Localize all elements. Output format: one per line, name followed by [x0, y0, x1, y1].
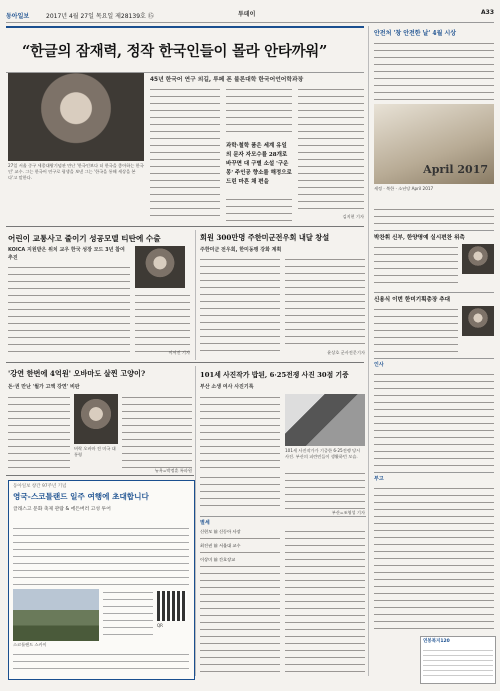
- top-story-body-col2b: [226, 196, 292, 221]
- mid-left-headline: 어린이 교통사고 줄이기 성공모델 티탄에 수출: [8, 234, 161, 243]
- top-headline-banner: [6, 26, 364, 73]
- column-divider: [368, 26, 369, 676]
- top-headline: “한글의 잠재력, 정작 한국인들이 몰라 안타까워”: [22, 43, 328, 60]
- mid-left-body-col1: [8, 264, 130, 356]
- magazine-cover-label: April 2017: [423, 163, 488, 176]
- lower-right-subhead: 부산 소생 여사 사진기록: [200, 384, 254, 390]
- right-footer-label: 연봉복지120: [423, 639, 450, 644]
- dateline: 2017년 4월 27일 목요일 제28139호 ⑮: [46, 13, 154, 20]
- right-footer-box: [420, 636, 496, 684]
- magazine-caption: 세정 · 북한 · 소년당 April 2017: [374, 186, 434, 191]
- travel-ad[interactable]: [8, 480, 195, 680]
- mid-left-body-col2: [135, 292, 190, 356]
- appointments-list: [374, 371, 494, 469]
- ad-title: 영국-스코틀랜드 일주 여행에 초대합니다: [13, 492, 149, 501]
- obituaries-list: [374, 485, 494, 631]
- newspaper-logo: 동아일보: [6, 13, 30, 20]
- lower-left-body-col1: [8, 394, 70, 472]
- lower-right-body-col1: [200, 394, 280, 472]
- ad-image-caption: 스코틀랜드 스카이: [13, 642, 47, 647]
- top-story-body-col3: [298, 86, 364, 214]
- top-story-subhead: 45년 한국어 연구 외길, 루페 폰 불론대학 한국어언어학과장: [150, 77, 304, 83]
- top-story-photo-caption: 27일 서울 중구 세종대왕기념관 만난 '한국인보다 더 한국을 좋아하는 한국인' 교수. 그는 한국어 연구로 평생을 보낸 그는 '한국을 통해 세상을 본다'고 말한다.: [8, 163, 144, 180]
- top-story-photo: [8, 73, 144, 161]
- ad-qr-code[interactable]: [157, 591, 187, 621]
- right-footer-table: [423, 646, 493, 678]
- section-title: 투데이: [238, 11, 256, 18]
- war-photos-image: [285, 394, 365, 446]
- right-news3-body: [374, 306, 458, 354]
- mid-left-photo: [135, 246, 185, 288]
- obit-title: 별세: [200, 520, 210, 526]
- lower-right-headline: 101세 사진작가 밥된, 6·25전쟁 사진 30점 기증: [200, 371, 349, 379]
- right-news2-title: 박찬휘 신부, 한양명예 실시편찬 위촉: [374, 235, 465, 241]
- lower-right-body-col1b: [200, 474, 280, 510]
- page-number: A33: [481, 9, 494, 16]
- obama-photo: [74, 394, 118, 444]
- page-header: [6, 8, 494, 23]
- mid-right-body-col2: [285, 256, 365, 350]
- war-photos-caption: 101세 사진작가가 기증한 6·25전쟁 당시 사진. 부산의 피란민들이 생활하던 모습.: [285, 448, 361, 459]
- lower-left-headline: '강연 한번에 4억원' 오바마도 살찐 고양이?: [8, 369, 146, 378]
- lower-left-subhead: 돈·권 만난 '월가 고액 강연' 비판: [8, 384, 80, 390]
- top-story-byline: 김지현 기자: [342, 214, 364, 219]
- obit-body-col1: [200, 528, 280, 678]
- top-story-side-heading: 과학·철학 품은 세계 유일의 문자 자모수를 28개로 바꾸면 대 구별 소설 '구운몽' 주인공 향소를 해정으로 드린 마흔 채 편을: [226, 143, 292, 185]
- lower-right-byline: 부산=조영성 기자: [331, 510, 365, 515]
- lower-left-byline: 뉴욕=박정훈 특파원: [154, 468, 192, 473]
- lower-right-body-col2: [285, 470, 365, 510]
- right-news2-body: [374, 244, 458, 288]
- mid-right-body-col1: [200, 256, 280, 356]
- mid-left-byline: 이서진 기자: [168, 350, 190, 355]
- ad-footer-text: [13, 651, 189, 673]
- obituaries-title: 부고: [374, 476, 384, 482]
- mid-left-subhead: KOICA 지원받은 위치 교우 한국 성장 모드 3년 참여 추진: [8, 247, 125, 261]
- obit-item: 이상미 前 간호장교: [200, 556, 280, 563]
- ad-qr-label: QR: [157, 623, 163, 628]
- right-news1-body: [374, 40, 494, 100]
- ad-landscape-photo: [13, 589, 99, 641]
- obit-item: 최진권 前 서울대 교수: [200, 542, 280, 549]
- obama-photo-caption: 버락 오바마 전 미국 대통령: [74, 446, 116, 457]
- right-news1-tail: [374, 206, 494, 226]
- appointments-title: 인사: [374, 362, 384, 368]
- mid-right-subhead: 주한미군 전우회, 한미동맹 강화 계획: [200, 247, 282, 253]
- obit-body-col2: [285, 528, 365, 678]
- ad-intro: 동아일보 창간 97주년 기념: [13, 484, 67, 489]
- mid-right-headline: 회원 300만명 주한미군전우회 내달 창설: [200, 233, 330, 242]
- mid-right-byline: 윤상호 군사전문기자: [327, 350, 365, 355]
- obit-item: 신현모 前 신동아 사장: [200, 528, 280, 535]
- magazine-cover-photo: [374, 104, 494, 184]
- lower-left-body-col2: [122, 394, 192, 468]
- right-news1-title: 안전처 '창 안전한 날' 4월 시상: [374, 30, 457, 37]
- right-news2-photo: [462, 244, 494, 274]
- right-news3-photo: [462, 306, 494, 336]
- ad-details-text: [103, 589, 153, 639]
- ad-body-text: [13, 525, 189, 585]
- top-story-body-col1: [150, 86, 220, 221]
- right-news3-title: 신용식 이번 한미기획총장 추대: [374, 297, 451, 303]
- top-story-body-col2: [226, 86, 292, 138]
- ad-subtitle: 글래스고 문화 축제 관람 & 에든버러 고성 투어: [13, 507, 111, 512]
